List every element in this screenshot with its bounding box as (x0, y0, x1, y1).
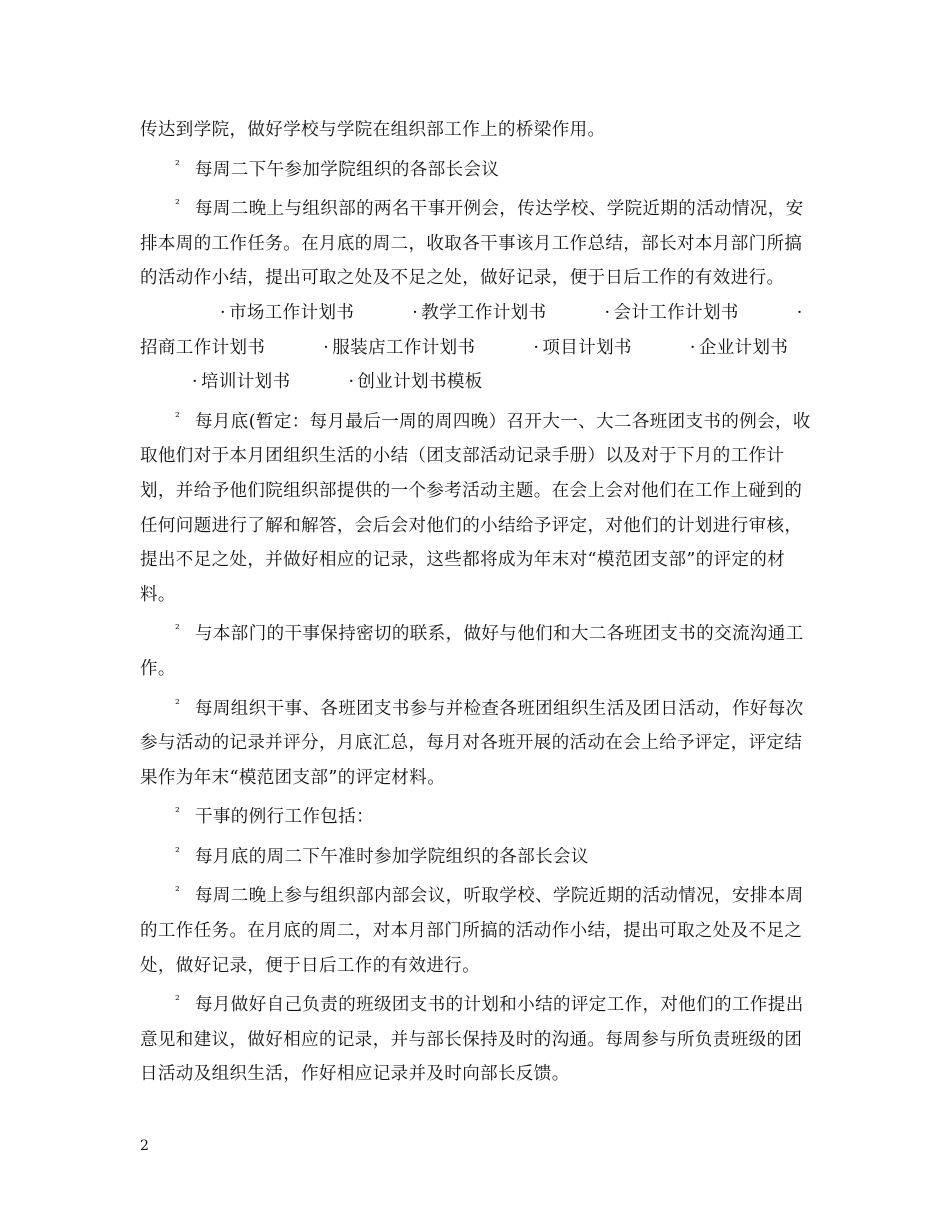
document-body (140, 113, 812, 1092)
related-link-investment-plan[interactable]: ·招商工作计划书 (140, 303, 806, 358)
bullet-paragraph (140, 400, 812, 613)
link-bullet: · (192, 372, 198, 393)
paragraph-text: 与本部门的干事保持密切的联系，做好与他们和大二各班团支书的交流沟通工作。 (140, 624, 804, 679)
bullet-paragraph (140, 795, 812, 835)
link-bullet: · (348, 372, 355, 393)
related-link-clothing-store-plan[interactable]: · 服装店工作计划书 (271, 338, 475, 358)
paragraph-text: 每周组织干事、各班团支书参与并检查各班团组织生活及团日活动，作好每次参与活动的记录并评分，月底汇总，每月对各班开展的活动在会上给予评定，评定结果作为年末“模范团支部”的评定材料。 (140, 698, 804, 788)
bullet-paragraph (140, 874, 812, 983)
bullet-paragraph (140, 835, 812, 875)
paragraph-text: 每周二下午参加学院组织的各部长会议 (195, 159, 500, 180)
bullet-marker: ² (175, 696, 181, 711)
bullet-paragraph (140, 983, 812, 1092)
related-link-teaching-plan[interactable]: · 教学工作计划书 (360, 303, 546, 323)
paragraph-text: 每月底(暂定：每月最后一周的周四晚）召开大一、大二各班团支书的例会，收取他们对于本月团组织生活的小结（团支部活动记录手册）以及对于下月的工作计划，并给予他们院组织部提供的一个参考活动主题。在会上会对他们在工作上碰到的任何问题进行了解和解答，会后会对他们的小结给予评定，对他们的计划进行审核，提出不足之处，并做好相应的记录，这些都将成为年末对“模范团支部”的评定的材料。 (140, 411, 811, 605)
paragraph-text: 每月底的周二下午准时参加学院组织的各部长会议 (195, 846, 589, 867)
bullet-paragraph (140, 148, 812, 188)
paragraph-text: 每周二晚上参与组织部内部会议，听取学校、学院近期的活动情况，安排本周的工作任务。在月底的周二，对本月部门所搞的活动作小结，提出可取之处及不足之处，做好记录，便于日后工作的有效进行。 (140, 886, 804, 976)
paragraph-text: 干事的例行工作包括： (195, 807, 374, 828)
bullet-marker: ² (175, 844, 181, 859)
bullet-marker: ² (175, 622, 181, 637)
bullet-marker: ² (175, 409, 181, 424)
link-bullet: · (220, 302, 226, 323)
bullet-marker: ² (175, 884, 181, 899)
bullet-marker: ² (175, 197, 181, 212)
paragraph-text: 每月做好自己负责的班级团支书的计划和小结的评定工作，对他们的工作提出意见和建议，做好相应的记录，并与部长保持及时的沟通。每周参与所负责班级的团日活动及组织生活，作好相应记录并及时向部长反馈。 (140, 995, 804, 1085)
related-links (140, 296, 812, 400)
related-link-enterprise-plan[interactable]: · 企业计划书 (638, 338, 788, 358)
bullet-marker: ² (175, 805, 181, 820)
link-bullet: · (796, 302, 803, 323)
related-link-accounting-plan[interactable]: · 会计工作计划书 (553, 303, 739, 323)
related-link-market-plan[interactable]: · 市场工作计划书 (180, 303, 354, 323)
paragraph-text: 每周二晚上与组织部的两名干事开例会，传达学校、学院近期的活动情况，安排本周的工作任务。在月底的周二，收取各干事该月工作总结，部长对本月部门所搞的活动作小结，提出可取之处及不足之处，做好记录，便于日后工作的有效进行。 (140, 199, 804, 289)
bullet-paragraph (140, 687, 812, 796)
related-link-startup-template[interactable]: · 创业计划书模板 (296, 372, 482, 392)
bullet-marker: ² (175, 157, 181, 172)
page-number: 2 (140, 1138, 149, 1154)
bullet-paragraph (140, 612, 812, 686)
bullet-paragraph (140, 187, 812, 296)
paragraph-text: 传达到学院，做好学校与学院在组织部工作上的桥梁作用。 (140, 120, 606, 140)
paragraph (140, 113, 812, 148)
related-link-project-plan[interactable]: · 项目计划书 (481, 338, 631, 358)
related-link-training-plan[interactable]: · 培训计划书 (140, 372, 290, 392)
link-bullet: · (323, 337, 330, 358)
link-bullet: · (533, 337, 540, 358)
link-bullet: · (689, 337, 696, 358)
bullet-marker: ² (175, 993, 181, 1008)
link-bullet: · (412, 302, 419, 323)
link-bullet: · (604, 302, 611, 323)
